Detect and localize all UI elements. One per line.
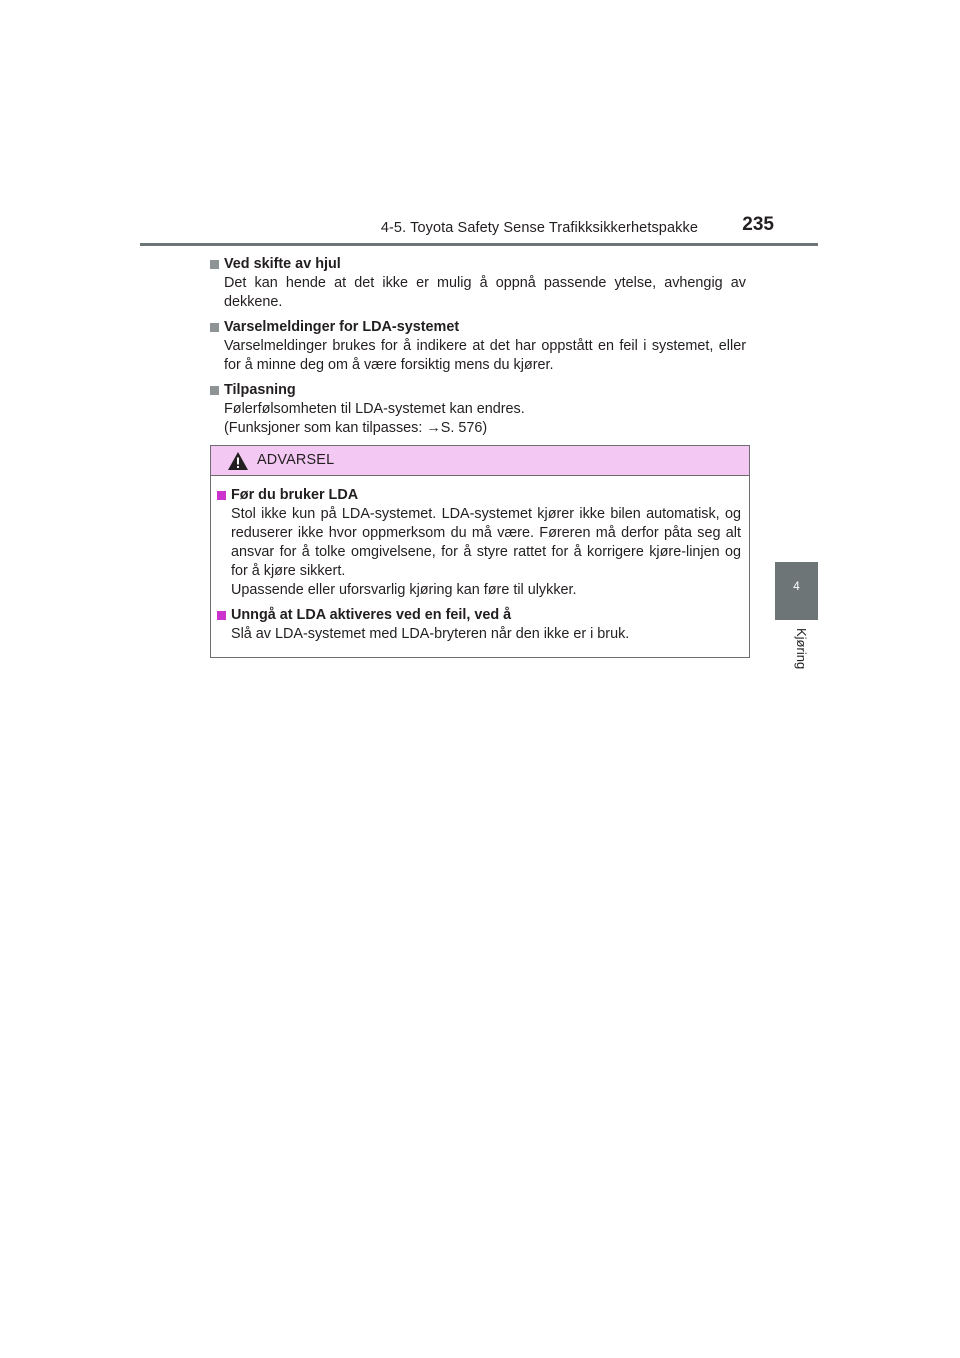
item-text: Varselmeldinger brukes for å indikere at det har oppstått en feil i systemet, eller for å minne deg om å være forsiktig mens du kjører. <box>224 338 746 373</box>
page-number: 235 <box>742 214 774 235</box>
item-text: Det kan hende at det ikke er mulig å oppnå passende ytelse, avhengig av dekkene. <box>224 275 746 310</box>
warning-item <box>217 486 741 600</box>
square-bullet-icon <box>210 323 219 332</box>
warning-triangle-icon <box>227 451 249 471</box>
item-title: Før du bruker LDA <box>231 487 359 503</box>
square-bullet-icon <box>210 260 219 269</box>
chapter-label-text: Kjøring <box>794 628 809 670</box>
info-item <box>210 255 746 312</box>
warning-item <box>217 606 741 644</box>
square-bullet-icon <box>217 491 226 500</box>
chapter-label <box>777 628 817 688</box>
warning-box <box>210 445 750 658</box>
item-text: Stol ikke kun på LDA-systemet. LDA-systemet kjører ikke bilen automatisk, og reduserer ikke hvor oppmerksom du må være. Føreren må derfor påta seg alt ansvar for å tolke omgivelsene, for å styre rattet for å korrigere kjøre-linjen og for å kjøre sikkert. <box>231 506 741 579</box>
warning-header <box>211 446 749 476</box>
item-title: Unngå at LDA aktiveres ved en feil, ved å <box>231 607 512 623</box>
info-item <box>210 318 746 375</box>
item-text: (Funksjoner som kan tilpasses: →S. 576) <box>224 420 488 436</box>
chapter-tab <box>775 562 818 620</box>
item-title: Ved skifte av hjul <box>224 256 341 272</box>
page-header <box>140 214 818 246</box>
item-text: Upassende eller uforsvarlig kjøring kan føre til ulykker. <box>231 582 577 598</box>
item-text: Slå av LDA-systemet med LDA-bryteren når den ikke er i bruk. <box>231 626 630 642</box>
item-title: Varselmeldinger for LDA-systemet <box>224 319 460 335</box>
main-content <box>210 255 746 444</box>
square-bullet-icon <box>217 611 226 620</box>
warning-title: ADVARSEL <box>257 452 335 468</box>
item-text: Følerfølsomheten til LDA-systemet kan endres. <box>224 401 525 417</box>
warning-body <box>211 476 749 644</box>
chapter-number: 4 <box>793 579 800 593</box>
info-item <box>210 381 746 438</box>
section-title: 4-5. Toyota Safety Sense Trafikksikkerhetspakke <box>380 220 698 236</box>
square-bullet-icon <box>210 386 219 395</box>
item-title: Tilpasning <box>224 382 296 398</box>
header-rule <box>140 243 818 246</box>
